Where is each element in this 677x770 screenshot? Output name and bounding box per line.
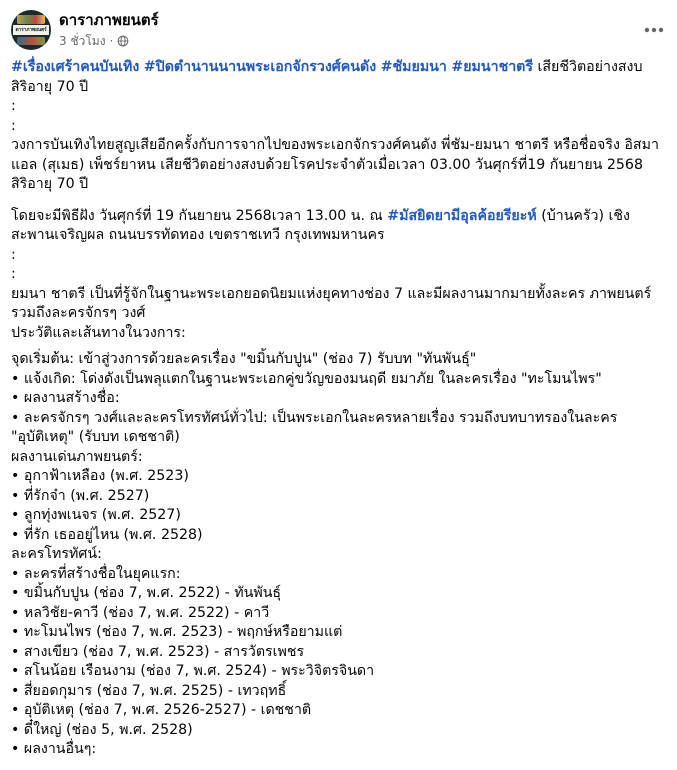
meta-separator: · [109, 34, 114, 48]
funeral-text-before: โดยจะมีพิธีฝัง วันศุกร์ที่ 19 กันยายน 2568เวลา 13.00 น. ณ [11, 207, 388, 224]
page-name-link[interactable]: ดาราภาพยนตร์ [59, 11, 159, 29]
intro-paragraph [11, 58, 661, 97]
more-horizontal-icon [644, 27, 664, 33]
list-item: • ผลงานอื่นๆ: [11, 740, 661, 760]
separator-dot: : [11, 266, 16, 282]
separator-dot: : [11, 98, 16, 114]
separator-dot: : [11, 117, 16, 134]
start-line: จุดเริ่มต้น: เข้าสู่วงการด้วยละครเรื่อง "ขมิ้นกับปูน" (ช่อง 7) รับบท "ทันพันธุ์" [11, 351, 477, 367]
list-item: • ดี๋ใหญ่ (ช่อง 5, พ.ศ. 2528) [11, 721, 661, 741]
funeral-text-after: (บ้านครัว) เชิงสะพานเจริญผล ถนนบรรทัดทอง เขตราชเทวี กรุงเทพมหานคร [11, 207, 630, 243]
tv-heading: ละครโทรทัศน์: [11, 546, 102, 562]
hashtag-link[interactable]: #เรื่องเศร้าคนบันเทิง [11, 59, 140, 75]
announcement-paragraph: วงการบันเทิงไทยสูญเสียอีกครั้งกับการจากไปของพระเอกจักรวงศ์คนดัง พี่ชัม-ยมนา ชาตรี หรือชื่อจริง อิสมาแอล (สุเมธ) เพ็ชร์ยาหน เสียชีวิตอย่างสงบด้วยโรคประจำตัวเมื่อเวลา 03.00 วันศุกร์ที่19 กันยายน 2568 สิริอายุ 70 ปี [11, 137, 659, 192]
post-body [11, 58, 661, 760]
funeral-paragraph [11, 207, 661, 246]
list-item: • ที่รักจ๋า (พ.ศ. 2527) [11, 487, 661, 507]
hashtag-link[interactable]: #ปิดตำนานนานพระเอกจักรวงศ์คนดัง [143, 59, 377, 75]
post-meta [59, 32, 129, 50]
avatar-decoration-bottom [17, 37, 45, 45]
list-item: • สี่ยอดกุมาร (ช่อง 7, พ.ศ. 2525) - เทวฤทธิ์ [11, 682, 661, 702]
list-item: • แจ้งเกิด: โด่งดังเป็นพลุแตกในฐานะพระเอกคู่ขวัญของมนฤดี ยมาภัย ในละครเรื่อง "ทะโมนไพร" [11, 370, 661, 390]
history-heading: ประวัติและเส้นทางในวงการ: [11, 324, 186, 341]
globe-icon[interactable] [117, 35, 129, 47]
list-item: • สางเขียว (ช่อง 7, พ.ศ. 2523) - สารวัตรเพชร [11, 643, 661, 663]
page-avatar[interactable] [11, 10, 51, 50]
post-options-button[interactable] [640, 16, 668, 44]
list-item: • ละครที่สร้างชื่อในยุคแรก: [11, 565, 661, 585]
post-timestamp[interactable]: 3 ชั่วโมง [59, 34, 106, 48]
list-item: • ที่รัก เธออยู่ไหน (พ.ศ. 2528) [11, 526, 661, 546]
list-item: • สโนน้อย เรือนงาม (ช่อง 7, พ.ศ. 2524) - พระวิจิตรจินดา [11, 662, 661, 682]
post-header [0, 0, 677, 60]
list-item: • อุบัติเหตุ (ช่อง 7, พ.ศ. 2526-2527) - เดชชาติ [11, 701, 661, 721]
list-item: • ทะโมนไพร (ช่อง 7, พ.ศ. 2523) - พฤกษ์หรือยามแต่ [11, 623, 661, 643]
list-item: • ละครจักรๆ วงศ์และละครโทรทัศน์ทั่วไป: เป็นพระเอกในละครหลายเรื่อง รวมถึงบทบาทรองในละคร "อุบัติเหตุ" (รับบท เดชชาติ) [11, 409, 661, 448]
hashtag-link[interactable]: #มัสยิดยามีอุลค้อยรียะห์ [387, 207, 537, 224]
intro-text: เสียชีวิตอย่างสงบ สิริอายุ 70 ปี [11, 59, 647, 95]
list-item: • หลวิชัย-คาวี (ช่อง 7, พ.ศ. 2522) - คาวี [11, 604, 661, 624]
list-item: • อุกาฟ้าเหลือง (พ.ศ. 2523) [11, 467, 661, 487]
hashtag-link[interactable]: #ยมนาชาตรี [451, 59, 534, 75]
list-item: • ผลงานสร้างชื่อ: [11, 389, 661, 409]
separator-dot: : [11, 246, 16, 263]
movies-heading: ผลงานเด่นภาพยนตร์: [11, 448, 143, 465]
list-item: • ขมิ้นกับปูน (ช่อง 7, พ.ศ. 2522) - ทันพันธุ์ [11, 584, 661, 604]
avatar-banner-text: ดาราภาพยนตร์ [15, 27, 47, 33]
avatar-decoration-top [17, 15, 45, 24]
avatar-banner [13, 25, 49, 35]
list-item: • ลูกทุ่งพเนจร (พ.ศ. 2527) [11, 506, 661, 526]
biography-paragraph: ยมนา ชาตรี เป็นที่รู้จักในฐานะพระเอกยอดนิยมแห่งยุคทางช่อง 7 และมีผลงานมากมายทั้งละคร ภาพยนตร์ รวมถึงละครจักรๆ วงศ์ [11, 285, 656, 321]
hashtag-link[interactable]: #ชัมยมนา [380, 59, 447, 75]
